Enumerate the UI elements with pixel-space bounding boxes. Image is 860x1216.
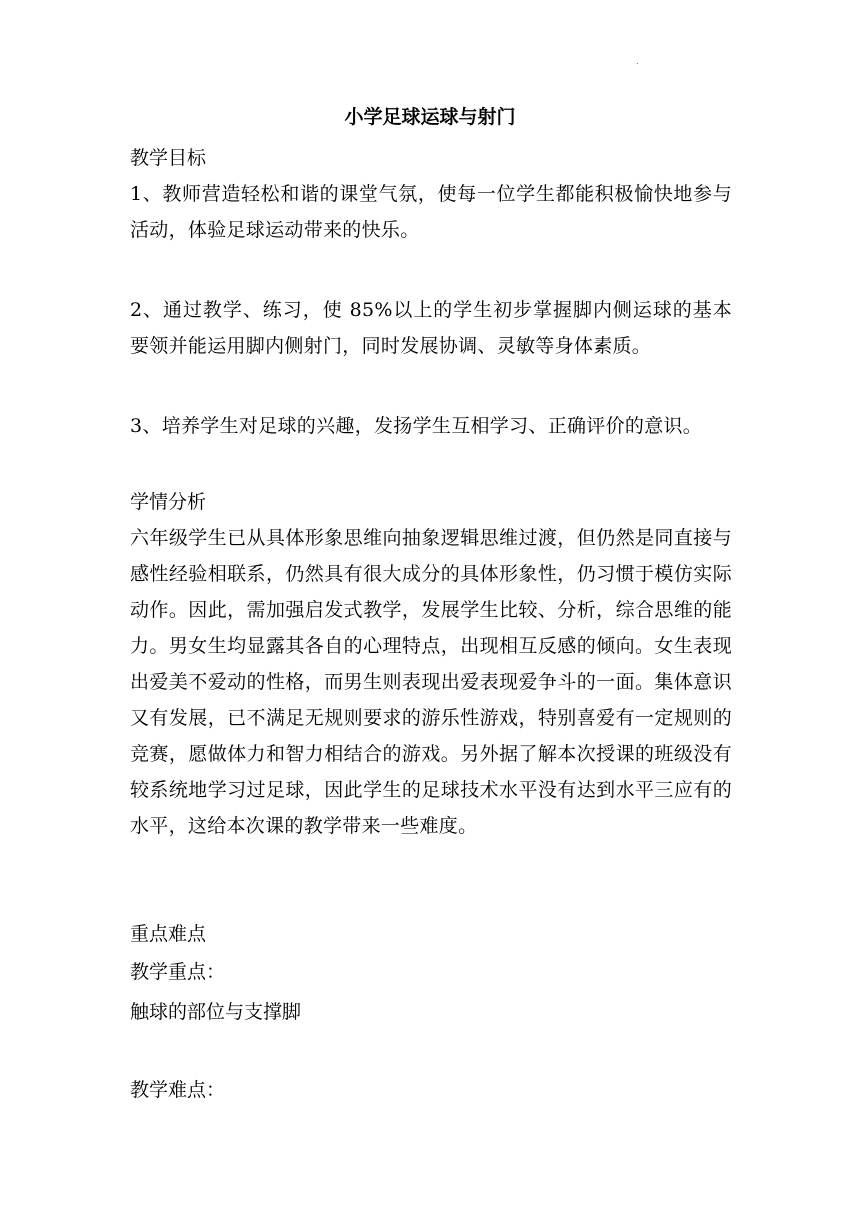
header-mark: . xyxy=(636,57,639,66)
difficulty-label: 教学难点： xyxy=(130,1079,226,1101)
objectives-heading: 教学目标 xyxy=(130,147,207,169)
analysis-heading: 学情分析 xyxy=(130,491,207,513)
objective-item-3: 3、培养学生对足球的兴趣，发扬学生互相学习、正确评价的意识。 xyxy=(130,415,703,437)
page-title: 小学足球运球与射门 xyxy=(344,106,516,128)
objective-item-1: 1、教师营造轻松和谐的课堂气氛，使每一位学生都能积极愉快地参与活动，体验足球运动带来的快乐。 xyxy=(130,183,732,241)
key-points-heading: 重点难点 xyxy=(130,923,207,945)
focus-label: 教学重点： xyxy=(130,961,226,983)
focus-text: 触球的部位与支撑脚 xyxy=(130,1001,302,1023)
objective-item-2: 2、通过教学、练习，使 85%以上的学生初步掌握脚内侧运球的基本要领并能运用脚内侧射门，同时发展协调、灵敏等身体素质。 xyxy=(130,299,732,357)
analysis-body: 六年级学生已从具体形象思维向抽象逻辑思维过渡，但仍然是同直接与感性经验相联系，仍然具有很大成分的具体形象性，仍习惯于模仿实际动作。因此，需加强启发式教学，发展学生比较、分析，综合思维的能力。男女生均显露其各自的心理特点，出现相互反感的倾向。女生表现出爱美不爱动的性格，而男生则表现出爱表现爱争斗的一面。集体意识又有发展，已不满足无规则要求的游乐性游戏，特别喜爱有一定规则的竞赛，愿做体力和智力相结合的游戏。另外据了解本次授课的班级没有较系统地学习过足球，因此学生的足球技术水平没有达到水平三应有的水平，这给本次课的教学带来一些难度。 xyxy=(130,527,732,837)
